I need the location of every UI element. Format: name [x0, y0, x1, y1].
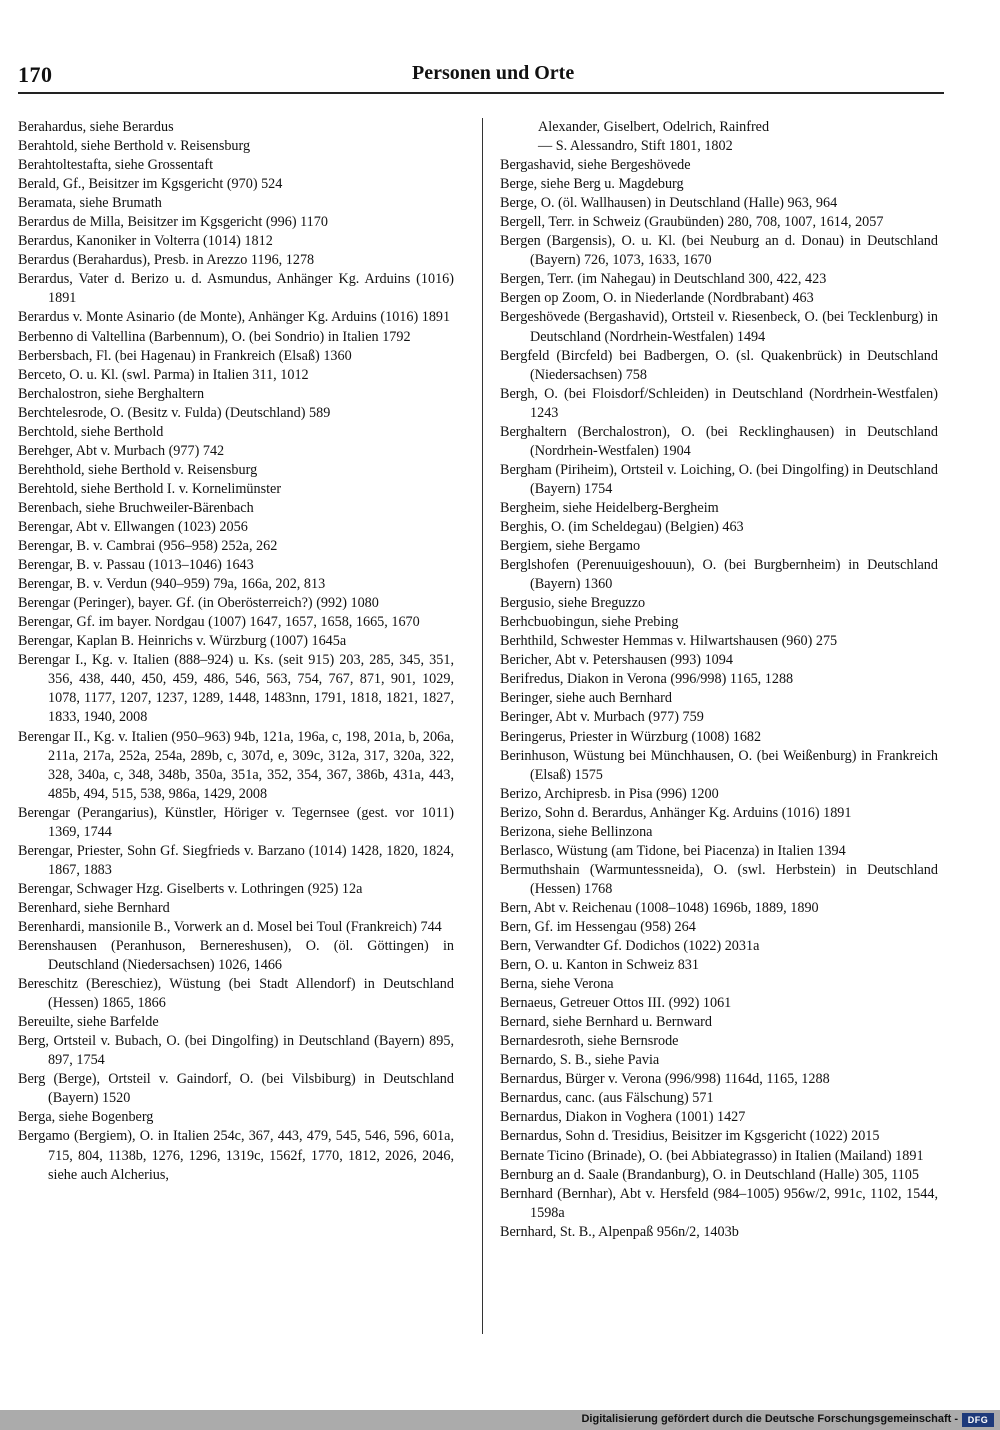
index-entry: Bergusio, siehe Breguzzo — [500, 595, 646, 612]
index-entry: Alexander, Giselbert, Odelrich, Rainfred — [538, 119, 770, 135]
index-entry: Berizo, Archipresb. in Pisa (996) 1200 — [500, 785, 719, 802]
index-entry: Berbersbach, Fl. (bei Hagenau) in Frankreich (Elsaß) 1360 — [18, 347, 352, 364]
index-entry: Bericher, Abt v. Petershausen (993) 1094 — [500, 652, 733, 669]
index-entry: Bereschitz (Bereschiez), Wüstung (bei Stadt Allendorf) in Deutschland (Hessen) 1865, 1866 — [18, 976, 454, 1012]
index-entry: Berenhardi, mansionile B., Vorwerk an d. Mosel bei Toul (Frankreich) 744 — [18, 918, 442, 935]
index-entry: Berhthild, Schwester Hemmas v. Hilwartshausen (960) 275 — [500, 633, 838, 650]
index-entry: Bern, O. u. Kanton in Schweiz 831 — [500, 957, 699, 974]
running-title: Personen und Orte — [412, 62, 575, 84]
index-entry: Berengar, B. v. Cambrai (956–958) 252a, 262 — [18, 538, 278, 555]
index-entry: Berna, siehe Verona — [500, 976, 614, 993]
index-entry: Berchtold, siehe Berthold — [18, 423, 164, 440]
index-entry: Berengar II., Kg. v. Italien (950–963) 94b, 121a, 196a, c, 198, 201a, b, 206a, 211a, 217a, 252a, 254a, 289b, c, 307d, e, 309c, 312a, 317, 320a, 322, 328, 340a, c, 348, 348b, 350a, 351a, 352, 354, 367, 386b, 431a, 443, 485b, 494, 515, 538, 986a, 1429, 2008 — [18, 728, 454, 802]
index-entry: Berghaltern (Berchalostron), O. (bei Recklinghausen) in Deutschland (Nordrhein-Westfalen) 1904 — [500, 423, 938, 459]
right-column — [500, 118, 938, 1242]
index-entry: Berifredus, Diakon in Verona (996/998) 1165, 1288 — [500, 671, 794, 688]
index-entry: Beramata, siehe Brumath — [18, 195, 162, 212]
index-entry: Bergfeld (Bircfeld) bei Badbergen, O. (sl. Quakenbrück) in Deutschland (Niedersachsen) 758 — [500, 347, 938, 383]
index-entry: Berge, O. (öl. Wallhausen) in Deutschland (Halle) 963, 964 — [500, 195, 838, 212]
index-entry: Berengar (Peringer), bayer. Gf. (in Oberösterreich?) (992) 1080 — [18, 595, 379, 612]
index-entry: Bereuilte, siehe Barfelde — [18, 1014, 159, 1031]
index-entry: Berchtelesrode, O. (Besitz v. Fulda) (Deutschland) 589 — [18, 404, 331, 421]
index-entry: Berge, siehe Berg u. Magdeburg — [500, 176, 684, 193]
index-entry: Berengar, Schwager Hzg. Giselberts v. Lothringen (925) 12a — [18, 880, 363, 897]
index-entry: Bernard, siehe Bernhard u. Bernward — [500, 1014, 712, 1031]
index-entry: Berizona, siehe Bellinzona — [500, 823, 653, 840]
index-entry: Berenhard, siehe Bernhard — [18, 899, 170, 916]
index-entry: Berengar, Abt v. Ellwangen (1023) 2056 — [18, 518, 248, 535]
index-entry: Berehtold, siehe Berthold I. v. Kornelimünster — [18, 480, 282, 497]
index-entry: Berehthold, siehe Berthold v. Reisensburg — [18, 461, 258, 478]
index-entry: Berardus, Vater d. Berizo u. d. Asmundus, Anhänger Kg. Arduins (1016) 1891 — [18, 271, 454, 307]
page-header — [18, 62, 944, 94]
index-entry: Berald, Gf., Beisitzer im Kgsgericht (970) 524 — [18, 176, 283, 193]
page-number: 170 — [18, 62, 53, 87]
index-entry: Berinhuson, Wüstung bei Münchhausen, O. (bei Weißenburg) in Frankreich (Elsaß) 1575 — [500, 747, 938, 783]
index-entry: Bergen, Terr. (im Nahegau) in Deutschland 300, 422, 423 — [500, 271, 827, 288]
index-entry: Berlasco, Wüstung (am Tidone, bei Piacenza) in Italien 1394 — [500, 842, 846, 859]
index-entry: Berardus v. Monte Asinario (de Monte), Anhänger Kg. Arduins (1016) 1891 — [18, 309, 451, 326]
index-entry: Berahardus, siehe Berardus — [18, 119, 174, 135]
index-entry: Bern, Gf. im Hessengau (958) 264 — [500, 918, 696, 935]
index-entry: Bergell, Terr. in Schweiz (Graubünden) 280, 708, 1007, 1614, 2057 — [500, 214, 884, 231]
index-entry: Bergiem, siehe Bergamo — [500, 538, 641, 555]
index-entry: Berg (Berge), Ortsteil v. Gaindorf, O. (bei Vilsbiburg) in Deutschland (Bayern) 1520 — [18, 1071, 454, 1107]
index-entry: Beringer, siehe auch Bernhard — [500, 690, 672, 707]
index-entry: Bernardus, Bürger v. Verona (996/998) 1164d, 1165, 1288 — [500, 1071, 830, 1088]
index-entry: Bernardus, Diakon in Voghera (1001) 1427 — [500, 1109, 746, 1126]
index-entry: Bergen (Bargensis), O. u. Kl. (bei Neuburg an d. Donau) in Deutschland (Bayern) 726, 1073, 1633, 1670 — [500, 233, 938, 269]
index-entry: Berbenno di Valtellina (Barbennum), O. (bei Sondrio) in Italien 1792 — [18, 328, 411, 345]
index-entry: Berengar, B. v. Passau (1013–1046) 1643 — [18, 557, 254, 574]
index-entry: Berga, siehe Bogenberg — [18, 1109, 154, 1126]
index-entry: Bernardesroth, siehe Bernsrode — [500, 1033, 679, 1050]
index-entry: Berahtold, siehe Berthold v. Reisensburg — [18, 138, 251, 155]
index-entry: Berceto, O. u. Kl. (swl. Parma) in Italien 311, 1012 — [18, 366, 309, 383]
index-entry: Bernburg an d. Saale (Brandanburg), O. in Deutschland (Halle) 305, 1105 — [500, 1166, 919, 1183]
index-entry: Bern, Abt v. Reichenau (1008–1048) 1696b, 1889, 1890 — [500, 899, 819, 916]
index-entry: Berenshausen (Peranhuson, Bernereshusen), O. (öl. Göttingen) in Deutschland (Niedersachsen) 1026, 1466 — [18, 938, 454, 974]
dfg-logo: DFG — [962, 1413, 994, 1427]
column-divider — [482, 118, 483, 1334]
index-entry: Bergeshövede (Bergashavid), Ortsteil v. Riesenbeck, O. (bei Tecklenburg) in Deutschland (Nordrhein-Westfalen) 1494 — [500, 309, 938, 345]
index-entry: Berahtoltestafta, siehe Grossentaft — [18, 157, 214, 174]
index-entry: Bernardo, S. B., siehe Pavia — [500, 1052, 660, 1069]
index-entry: Berengar I., Kg. v. Italien (888–924) u. Ks. (seit 915) 203, 285, 345, 351, 356, 438, 440, 450, 459, 486, 546, 563, 754, 767, 871, 901, 1029, 1078, 1177, 1207, 1237, 1289, 1448, 1483nn, 1791, 1818, 1821, 1827, 1833, 1940, 2008 — [18, 652, 454, 726]
index-entry: Bern, Verwandter Gf. Dodichos (1022) 2031a — [500, 938, 760, 955]
index-entry: Bernhard (Bernhar), Abt v. Hersfeld (984–1005) 956w/2, 991c, 1102, 1544, 1598a — [500, 1185, 938, 1221]
index-entry: Bergham (Piriheim), Ortsteil v. Loiching, O. (bei Dingolfing) in Deutschland (Bayern) 1754 — [500, 461, 938, 497]
index-entry: Berardus de Milla, Beisitzer im Kgsgericht (996) 1170 — [18, 214, 328, 231]
index-entry: Berengar, Priester, Sohn Gf. Siegfrieds v. Barzano (1014) 1428, 1820, 1824, 1867, 1883 — [18, 842, 454, 878]
index-entry: Bergamo (Bergiem), O. in Italien 254c, 367, 443, 479, 545, 546, 596, 601a, 715, 804, 1138b, 1276, 1296, 1319c, 1562f, 1770, 1812, 2026, 2046, siehe auch Alcherius, — [18, 1128, 454, 1183]
index-entry: Berardus (Berahardus), Presb. in Arezzo 1196, 1278 — [18, 252, 315, 269]
footer-credit: Digitalisierung gefördert durch die Deutsche Forschungsgemeinschaft - — [581, 1413, 958, 1425]
index-entry: Bernaeus, Getreuer Ottos III. (992) 1061 — [500, 995, 732, 1012]
index-entry: Berg, Ortsteil v. Bubach, O. (bei Dingolfing) in Deutschland (Bayern) 895, 897, 1754 — [18, 1033, 454, 1069]
index-entry: Berengar, Gf. im bayer. Nordgau (1007) 1647, 1657, 1658, 1665, 1670 — [18, 614, 420, 631]
index-entry: Bernhard, St. B., Alpenpaß 956n/2, 1403b — [500, 1223, 739, 1240]
index-entry: Berizo, Sohn d. Berardus, Anhänger Kg. Arduins (1016) 1891 — [500, 804, 852, 821]
index-entry: Berehger, Abt v. Murbach (977) 742 — [18, 442, 225, 459]
index-entry: Berengar, B. v. Verdun (940–959) 79a, 166a, 202, 813 — [18, 576, 326, 593]
index-entry: Bergheim, siehe Heidelberg-Bergheim — [500, 499, 719, 516]
index-entry: Bergen op Zoom, O. in Niederlande (Nordbrabant) 463 — [500, 290, 814, 307]
digitization-footer — [0, 1410, 1000, 1430]
index-entry: Bergh, O. (bei Floisdorf/Schleiden) in Deutschland (Nordrhein-Westfalen) 1243 — [500, 385, 938, 421]
index-entry: Bermuthshain (Warmuntessneida), O. (swl. Herbstein) in Deutschland (Hessen) 1768 — [500, 861, 938, 897]
index-entry: Beringer, Abt v. Murbach (977) 759 — [500, 709, 704, 726]
index-entry: Berardus, Kanoniker in Volterra (1014) 1812 — [18, 233, 273, 250]
left-column — [18, 118, 454, 1185]
index-entry: Bernate Ticino (Brinade), O. (bei Abbiategrasso) in Italien (Mailand) 1891 — [500, 1147, 924, 1164]
index-entry: Berhcbuobingun, siehe Prebing — [500, 614, 679, 631]
index-entry: Berglshofen (Perenuuigeshouun), O. (bei Burgbernheim) in Deutschland (Bayern) 1360 — [500, 557, 938, 593]
index-entry: Berenbach, siehe Bruchweiler-Bärenbach — [18, 499, 254, 516]
index-entry: Berchalostron, siehe Berghaltern — [18, 385, 205, 402]
index-entry: Beringerus, Priester in Würzburg (1008) 1682 — [500, 728, 762, 745]
index-entry: Bernardus, Sohn d. Tresidius, Beisitzer im Kgsgericht (1022) 2015 — [500, 1128, 880, 1145]
index-entry: Bergashavid, siehe Bergeshövede — [500, 157, 691, 174]
index-entry: Bernardus, canc. (aus Fälschung) 571 — [500, 1090, 714, 1107]
index-entry: — S. Alessandro, Stift 1801, 1802 — [538, 138, 733, 155]
index-entry: Berengar, Kaplan B. Heinrichs v. Würzburg (1007) 1645a — [18, 633, 347, 650]
index-entry: Berghis, O. (im Scheldegau) (Belgien) 463 — [500, 518, 744, 535]
index-entry: Berengar (Perangarius), Künstler, Höriger v. Tegernsee (gest. vor 1011) 1369, 1744 — [18, 804, 454, 840]
